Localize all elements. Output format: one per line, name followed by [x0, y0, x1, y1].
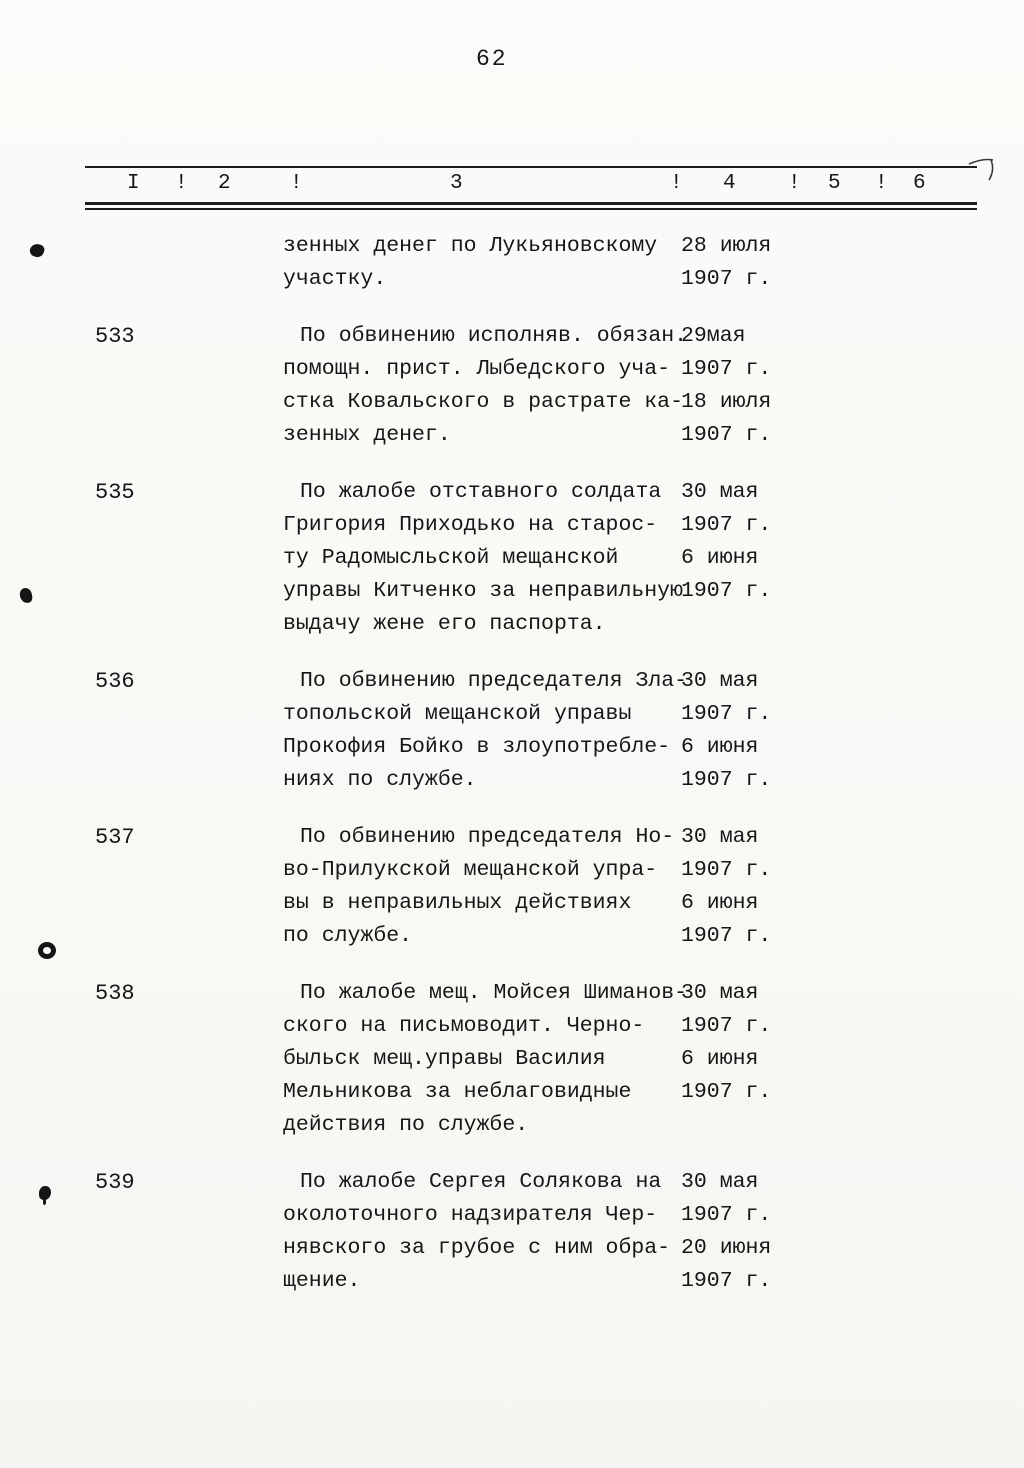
table-row	[0, 230, 1024, 296]
description-text: по службе.	[283, 924, 413, 948]
header-rule-bottom	[85, 202, 977, 205]
description-text: участку.	[283, 267, 387, 291]
date-text: 1907 г.	[681, 1269, 772, 1293]
case-number: 539	[95, 1170, 135, 1195]
date-text: 1907 г.	[681, 1203, 772, 1227]
description-text: По жалобе отставного солдата	[300, 480, 662, 504]
entry-line	[283, 230, 1024, 263]
description-text: ту Радомысльской мещанской	[283, 546, 619, 570]
column-label: 4	[723, 172, 736, 195]
date-text: 6 июня	[681, 735, 759, 759]
column-divider-mark: !	[670, 172, 683, 195]
case-number: 537	[95, 825, 135, 850]
description-text: ниях по службе.	[283, 768, 477, 792]
entry-line	[283, 1199, 1024, 1232]
date-text: 30 мая	[681, 669, 759, 693]
description-text: стка Ковальского в растрате ка-	[283, 390, 683, 414]
entry-line	[283, 476, 1024, 509]
date-text: 1907 г.	[681, 768, 772, 792]
header-rule-bottom	[85, 208, 977, 210]
handwritten-tick-icon	[963, 150, 997, 194]
entry-line	[283, 1265, 1024, 1298]
date-text: 30 мая	[681, 480, 759, 504]
table-header	[85, 166, 977, 212]
table-row	[0, 476, 1024, 641]
description-text: Мельникова за неблаговидные	[283, 1080, 632, 1104]
case-number: 536	[95, 669, 135, 694]
description-text: управы Китченко за неправильную	[283, 579, 683, 603]
entry-line	[283, 920, 1024, 953]
date-text: 1907 г.	[681, 357, 772, 381]
description-text: Григория Приходько на старос-	[283, 513, 658, 537]
entry-line	[283, 821, 1024, 854]
table-row	[0, 320, 1024, 452]
description-text: зенных денег по Лукьяновскому	[283, 234, 658, 258]
description-text: вы в неправильных действиях	[283, 891, 632, 915]
description-text: околоточного надзирателя Чер-	[283, 1203, 658, 1227]
date-text: 30 мая	[681, 1170, 759, 1194]
column-label: 5	[828, 172, 841, 195]
page-number: 62	[476, 46, 508, 72]
case-number: 538	[95, 981, 135, 1006]
description-text: По обвинению председателя Зла-	[300, 669, 688, 693]
description-text: помощн. прист. Лыбедского уча-	[283, 357, 671, 381]
date-text: 1907 г.	[681, 267, 772, 291]
column-divider-mark: !	[175, 172, 188, 195]
entry-line	[283, 854, 1024, 887]
description-text: По обвинению председателя Но-	[300, 825, 675, 849]
entry-line	[283, 263, 1024, 296]
date-text: 30 мая	[681, 981, 759, 1005]
description-text: топольской мещанской управы	[283, 702, 632, 726]
case-number: 533	[95, 324, 135, 349]
description-text: быльск мещ.управы Василия	[283, 1047, 606, 1071]
column-divider-mark: !	[875, 172, 888, 195]
description-text: Прокофия Бойко в злоупотребле-	[283, 735, 671, 759]
entry-line	[283, 764, 1024, 797]
entry-line	[283, 542, 1024, 575]
date-text: 1907 г.	[681, 513, 772, 537]
entry-line	[283, 1076, 1024, 1109]
description-text: выдачу жене его паспорта.	[283, 612, 606, 636]
entry-line	[283, 731, 1024, 764]
description-text: щение.	[283, 1269, 361, 1293]
case-number: 535	[95, 480, 135, 505]
date-text: 30 мая	[681, 825, 759, 849]
date-text: 29мая	[681, 324, 746, 348]
date-text: 18 июля	[681, 390, 772, 414]
column-divider-mark: !	[788, 172, 801, 195]
description-text: во-Прилукской мещанской упра-	[283, 858, 658, 882]
date-text: 6 июня	[681, 546, 759, 570]
table-row	[0, 821, 1024, 953]
table-row	[0, 665, 1024, 797]
date-text: 1907 г.	[681, 1014, 772, 1038]
date-text: 20 июня	[681, 1236, 772, 1260]
date-text: 6 июня	[681, 891, 759, 915]
description-text: По жалобе мещ. Мойсея Шиманов-	[300, 981, 688, 1005]
entry-line	[283, 386, 1024, 419]
description-text: зенных денег.	[283, 423, 451, 447]
entry-line	[283, 887, 1024, 920]
date-text: 1907 г.	[681, 1080, 772, 1104]
description-text: действия по службе.	[283, 1113, 529, 1137]
header-rule-top	[85, 166, 977, 168]
date-text: 1907 г.	[681, 423, 772, 447]
date-text: 1907 г.	[681, 579, 772, 603]
case-number	[0, 230, 283, 296]
entry-line	[283, 1043, 1024, 1076]
entry-line	[283, 665, 1024, 698]
date-text: 1907 г.	[681, 924, 772, 948]
entry-line	[283, 575, 1024, 608]
description-text: нявского за грубое с ним обра-	[283, 1236, 671, 1260]
entry-line	[283, 353, 1024, 386]
entry-line	[283, 608, 1024, 641]
entry-line	[283, 1109, 1024, 1142]
column-label: 2	[218, 172, 231, 195]
entry-line	[283, 509, 1024, 542]
entry-line	[283, 698, 1024, 731]
date-text: 6 июня	[681, 1047, 759, 1071]
entry-line	[283, 1232, 1024, 1265]
table-row	[0, 1166, 1024, 1298]
entry-line	[283, 977, 1024, 1010]
date-text: 1907 г.	[681, 858, 772, 882]
description-text: ского на письмоводит. Черно-	[283, 1014, 645, 1038]
column-label: 6	[913, 172, 926, 195]
table-row	[0, 977, 1024, 1142]
column-divider-mark: !	[290, 172, 303, 195]
register-entries	[0, 230, 1024, 1322]
description-text: По обвинению исполняв. обязан.	[300, 324, 688, 348]
description-text: По жалобе Сергея Солякова на	[300, 1170, 662, 1194]
column-label: I	[127, 172, 140, 195]
entry-line	[283, 419, 1024, 452]
entry-line	[283, 320, 1024, 353]
date-text: 28 июля	[681, 234, 772, 258]
column-label: 3	[450, 172, 463, 195]
entry-line	[283, 1166, 1024, 1199]
entry-line	[283, 1010, 1024, 1043]
date-text: 1907 г.	[681, 702, 772, 726]
